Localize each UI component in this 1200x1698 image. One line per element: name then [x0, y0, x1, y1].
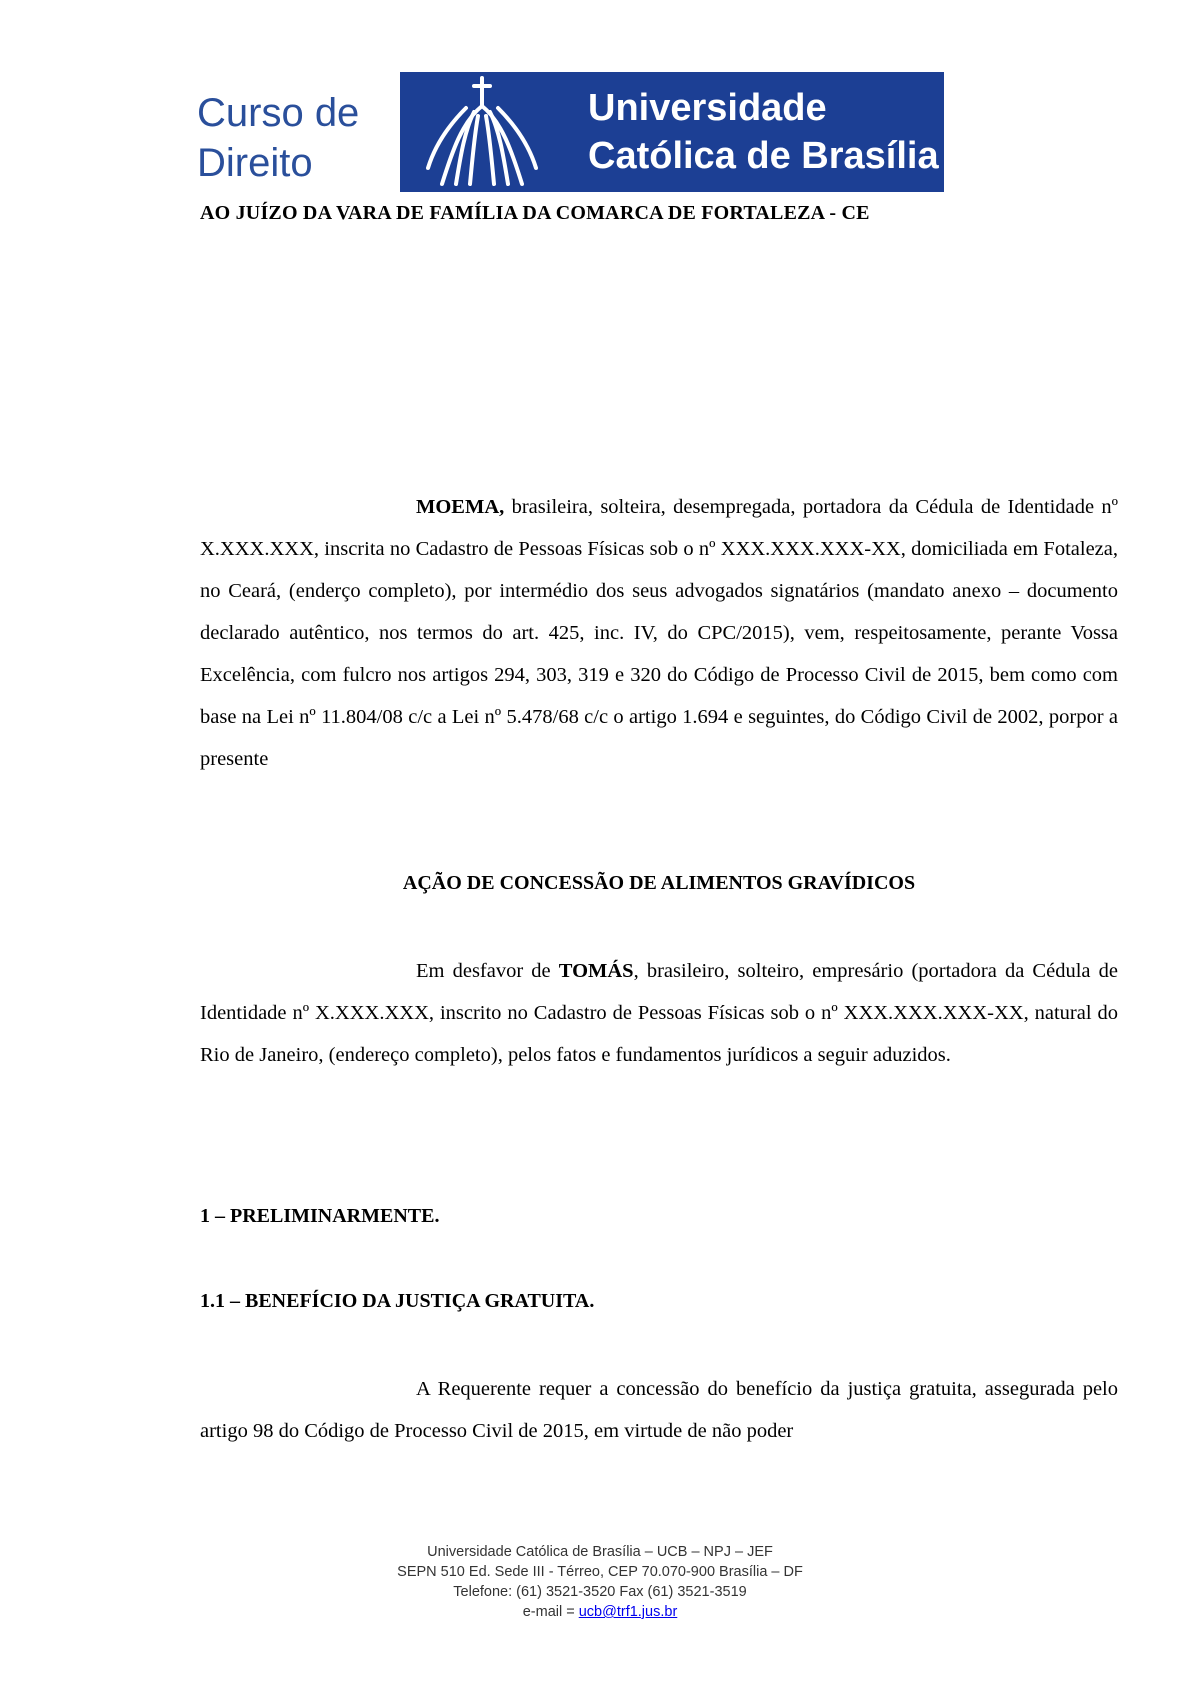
university-name-line1: Universidade [588, 87, 827, 129]
course-logo-text [197, 88, 397, 188]
action-title: AÇÃO DE CONCESSÃO DE ALIMENTOS GRAVÍDICOS [402, 872, 916, 894]
university-name [588, 84, 939, 180]
footer-line2: SEPN 510 Ed. Sede III - Térreo, CEP 70.070-900 Brasília – DF [397, 1564, 803, 1580]
defendant-name: TOMÁS [558, 960, 634, 982]
course-logo-line1: Curso de [197, 91, 360, 135]
defendant-text: , brasileiro, solteiro, empresário (portadora da Cédula de Identidade nº X.XXX.XXX, inscrito no Cadastro de Pessoas Físicas sob o nº XXX.XXX.XXX-XX, natural do Rio de Janeiro, (endereço completo), pelos fatos e fundamentos jurídicos a seguir aduzidos. [200, 960, 1118, 1066]
footer-email-link[interactable]: ucb@trf1.jus.br [578, 1604, 678, 1620]
addressee-heading: AO JUÍZO DA VARA DE FAMÍLIA DA COMARCA DE FORTALEZA - CE [200, 202, 870, 224]
defendant-prefix: Em desfavor de [416, 960, 559, 982]
section-heading-1-1: 1.1 – BENEFÍCIO DA JUSTIÇA GRATUITA. [200, 1290, 595, 1312]
university-name-line2: Católica de Brasília [588, 135, 939, 177]
footer-email-line [0, 1602, 1200, 1622]
section-heading-1: 1 – PRELIMINARMENTE. [200, 1205, 440, 1227]
course-logo-line2: Direito [197, 141, 313, 185]
cathedral-emblem-icon [422, 72, 542, 192]
university-logo-banner [400, 72, 944, 192]
qualification-paragraph [200, 486, 1118, 780]
qualification-text: brasileira, solteira, desempregada, portadora da Cédula de Identidade nº X.XXX.XXX, inscrita no Cadastro de Pessoas Físicas sob o nº XXX.XXX.XXX-XX, domiciliada em Fotaleza, no Ceará, (enderço completo), por intermédio dos seus advogados signatários (mandato anexo – documento declarado autêntico, nos termos do art. 425, inc. IV, do CPC/2015), vem, respeitosamente, perante Vossa Excelência, com fulcro nos artigos 294, 303, 319 e 320 do Código de Processo Civil de 2015, bem como com base na Lei nº 11.804/08 c/c a Lei nº 5.478/68 c/c o artigo 1.694 e seguintes, do Código Civil de 2002, porpor a presente [200, 496, 1118, 770]
free-justice-paragraph: A Requerente requer a concessão do benefício da justiça gratuita, assegurada pelo artigo 98 do Código de Processo Civil de 2015, em virtude de não poder [200, 1378, 1118, 1442]
defendant-paragraph [200, 950, 1118, 1076]
plaintiff-name: MOEMA, [416, 496, 505, 518]
footer-line1: Universidade Católica de Brasília – UCB – NPJ – JEF [427, 1544, 773, 1560]
footer-email-prefix: e-mail = [522, 1604, 579, 1620]
page-footer [0, 1542, 1200, 1622]
footer-line3: Telefone: (61) 3521-3520 Fax (61) 3521-3519 [453, 1584, 747, 1600]
